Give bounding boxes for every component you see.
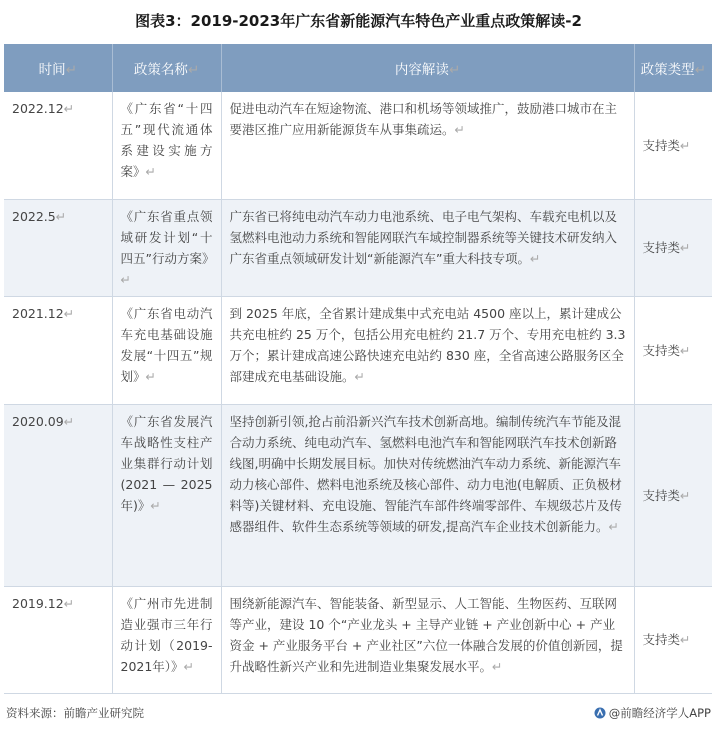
cell-policy-name: 《广东省电动汽车充电基础设施发展“十四五”规划》↵ <box>112 296 221 404</box>
source-note: 资料来源：前瞻产业研究院 <box>6 706 144 720</box>
cell-content: 坚持创新引领,抢占前沿新兴汽车技术创新高地。编制传统汽车节能及混合动力系统、纯电动汽车、氢燃料电池汽车和智能网联汽车技术创新路线图,明确中长期发展目标。加快对传统燃油汽车动力系统、新能源汽车动力核心部件、燃料电池系统及核心部件、动力电池(电解质、正负极材料等)关键材料、充电设施、智能汽车部件终端零部件、车规级芯片及传感器组件、软件生态系统等领域的研发,提高汽车企业技术创新能力。↵ <box>221 404 634 586</box>
cell-time: 2022.12↵ <box>4 92 112 199</box>
cell-time: 2020.09↵ <box>4 404 112 586</box>
app-logo-icon <box>594 707 606 719</box>
table-row <box>4 586 712 693</box>
cell-policy-name: 《广东省发展汽车战略性支柱产业集群行动计划(2021 — 2025年)》↵ <box>112 404 221 586</box>
cell-policy-type: 支持类↵ <box>634 296 712 404</box>
cell-policy-type: 支持类↵ <box>634 199 712 296</box>
cell-policy-name: 《广东省重点领域研发计划“十四五”行动方案》↵ <box>112 199 221 296</box>
header-content: 内容解读↵ <box>221 44 634 92</box>
cell-time: 2019.12↵ <box>4 586 112 693</box>
cell-policy-type: 支持类↵ <box>634 586 712 693</box>
cell-policy-type: 支持类↵ <box>634 404 712 586</box>
table-row <box>4 199 712 296</box>
table-row <box>4 296 712 404</box>
app-credit-text: @前瞻经济学人APP <box>608 706 711 720</box>
cell-content: 广东省已将纯电动汽车动力电池系统、电子电气架构、车载充电机以及氢燃料电池动力系统和智能网联汽车域控制器系统等关键技术研发纳入广东省重点领域研发计划“新能源汽车”重大科技专项。↵ <box>221 199 634 296</box>
cell-content: 到 2025 年底，全省累计建成集中式充电站 4500 座以上，累计建成公共充电桩约 25 万个，包括公用充电桩约 21.7 万个、专用充电桩约 3.3 万个；累计建成高速公路快速充电站约 830 座，全省高速公路服务区全部建成充电基础设施。↵ <box>221 296 634 404</box>
table-row <box>4 404 712 586</box>
cell-content: 促进电动汽车在短途物流、港口和机场等领域推广，鼓励港口城市在主要港区推广应用新能源货车从事集疏运。↵ <box>221 92 634 199</box>
cell-content: 围绕新能源汽车、智能装备、新型显示、人工智能、生物医药、互联网等产业，建设 10 个“产业龙头 + 主导产业链 + 产业创新中心 + 产业资金 + 产业服务平台 + 产业社区”六位一体融合发展的价值创新园，提升战略性新兴产业和先进制造业集聚发展水平。↵ <box>221 586 634 693</box>
cell-time: 2022.5↵ <box>4 199 112 296</box>
header-policy-name: 政策名称↵ <box>112 44 221 92</box>
cell-policy-name: 《广州市先进制造业强市三年行动计划（2019-2021年）》↵ <box>112 586 221 693</box>
policy-table <box>4 44 712 694</box>
chart-title: 图表3：2019-2023年广东省新能源汽车特色产业重点政策解读-2 <box>135 12 582 30</box>
footer <box>6 705 711 721</box>
header-time: 时间↵ <box>4 44 112 92</box>
app-credit <box>594 705 711 721</box>
cell-policy-type: 支持类↵ <box>634 92 712 199</box>
table-header-row <box>4 44 712 92</box>
cell-time: 2021.12↵ <box>4 296 112 404</box>
cell-policy-name: 《广东省“十四五”现代流通体系建设实施方案》↵ <box>112 92 221 199</box>
header-policy-type: 政策类型↵ <box>634 44 712 92</box>
table-row <box>4 92 712 199</box>
